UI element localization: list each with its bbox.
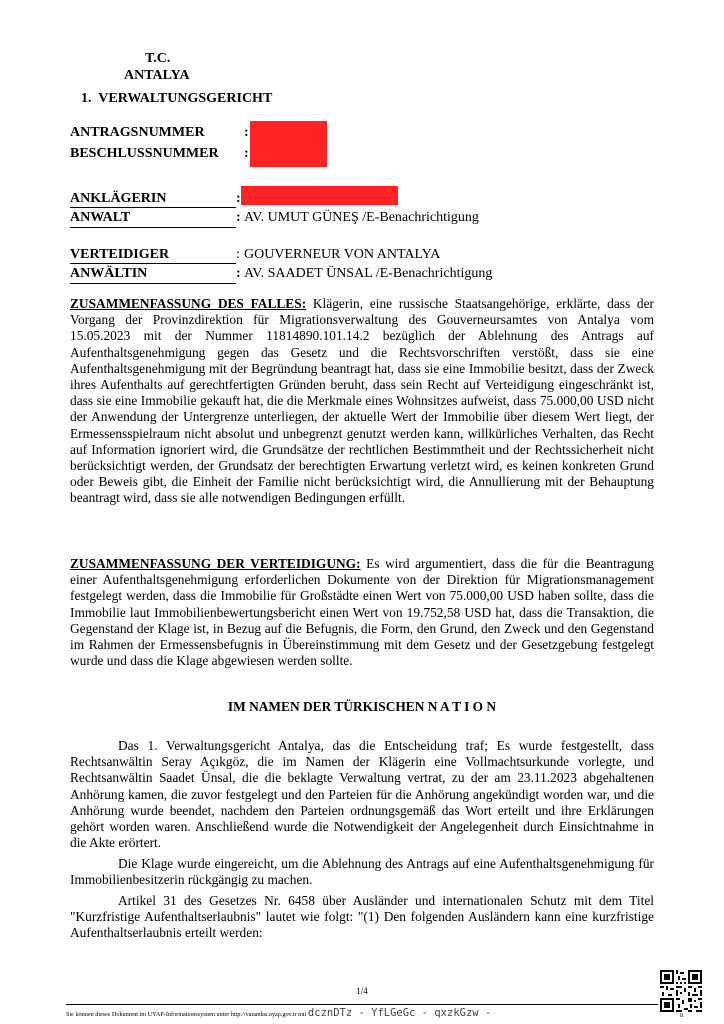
nation-title: IM NAMEN DER TÜRKISCHEN N A T I O N [227,699,497,714]
verteidiger-label: VERTEIDIGER [70,247,170,262]
beschlussnummer-label: BESCHLUSSNUMMER [70,146,219,161]
anwaeltin-rule [70,283,236,284]
anwaeltin-label: ANWÄLTIN [70,266,148,281]
footer-rule [66,1004,658,1005]
summary-case-text: Klägerin, eine russische Staatsangehörige, erklärte, dass der Vorgang der Provinzdirektion für Migrationsverwaltung des Gouverneursamtes von Antalya vom 15.05.2023 mit der Nummer 11814890.101.14.2 bezüglich der Ablehnung des Antrags auf Aufenthaltsgenehmigung gegen das Gesetz und die Rechtsvorschriften verstößt, dass sie eine Aufenthaltsgenehmigung mit der Begründung beantragt hat, dass sie eine Immobilie besitzt, dass der Zweck ihres Aufenthalts auf gerechtfertigten Gründen beruht, dass sein Recht auf Verteidigung eingeschränkt ist, dass sie eine Immobilie gekauft hat, die die Merkmale eines Wohnsitzes aufweist, dass 75.000,00 USD nicht der Anwendung der Untergrenze unterliegen, der aktuelle Wert der Immobilie über diesem Wert liegt, der Ermessensspielraum nicht absolut und unbegrenzt genutzt werden kann, willkürliches Verhalten, das Recht auf Information ignoriert wird, die Grundsätze der rechtlichen Bestimmtheit und der Rechtssicherheit nicht berücksichtigt werden, der Grundsatz der berechtigten Erwartung verletzt wird, es keinen konkreten Grund oder Beweis gibt, die Einheit der Familie nicht berücksichtigt wird, die Annullierung mit der Behauptung beantragt wird, dass sie alle notwendigen Bedingungen erfüllt. [70,296,655,506]
anwaeltin-value: AV. SAADET ÜNSAL /E-Benachrichtigung [244,266,493,281]
anwalt-colon: : [236,210,241,225]
header-city: ANTALYA [124,68,190,83]
body-paragraph-1: Das 1. Verwaltungsgericht Antalya, das die Entscheidung traf; Es wurde festgestellt, dass Rechtsanwältin Seray Açıkgöz, die im Namen der Klägerin eine Vollmachtsurkunde vorlegte, und Rechtsanwältin Saadet Ünsal, die die beklagte Verwaltung vertrat, zu der am 23.11.2023 abgehaltenen Anhörung kamen, die zuvor festgelegt und den Parteien für die Anhörung angekündigt worden war, und die Anhörung wurde beendet, nachdem den Parteien ordnungsgemäß das Wort erteilt und ihre Erklärungen gehört worden waren. Anschließend wurde die Notwendigkeit der Angelegenheit durch Einsichtnahme in die Akte erörtert. [70,738,654,851]
anwalt-value: AV. UMUT GÜNEŞ /E-Benachrichtigung [244,210,479,225]
footer-notice [66,1007,491,1021]
footer-trailing-mark: n [680,1011,684,1019]
body-paragraph-3: Artikel 31 des Gesetzes Nr. 6458 über Ausländer und internationalen Schutz mit dem Titel "Kurzfristige Aufenthaltserlaubnis" lautet wie folgt: "(1) Den folgenden Ausländern kann eine kurzfristige Aufenthaltserlaubnis erteilt werden: [70,893,654,941]
verteidiger-rule [70,263,236,264]
case-number-redaction [250,121,327,167]
klaegerin-rule [70,207,236,208]
klaegerin-colon: : [236,191,241,206]
anwalt-label: ANWALT [70,210,131,225]
page-number: 1/4 [356,986,368,996]
verteidiger-value: GOUVERNEUR VON ANTALYA [244,247,441,262]
antragsnummer-colon: : [244,125,249,140]
verteidiger-colon: : [236,247,240,262]
klaegerin-redaction [241,186,398,205]
footer-notice-text: Sie können dieses Dokument im UYAP-Informationssystem unter http://vatandas.uyap.gov.tr mit [66,1011,307,1018]
summary-defense-heading: ZUSAMMENFASSUNG DER VERTEIDIGUNG: [70,556,361,571]
anwalt-rule [70,227,236,228]
anwaeltin-colon: : [236,266,241,281]
antragsnummer-label: ANTRAGSNUMMER [70,125,205,140]
header-country: T.C. [145,51,171,66]
footer-verification-code: dcznDTz - YfLGeGc - qxzkGzw - [307,1007,492,1019]
summary-case-paragraph [70,296,654,507]
body-paragraph-2: Die Klage wurde eingereicht, um die Ablehnung des Antrags auf eine Aufenthaltsgenehmigung für Immobilienbesitzerin rückgängig zu machen. [70,856,654,888]
summary-defense-text: Es wird argumentiert, dass die für die Beantragung einer Aufenthaltsgenehmigung erforderlichen Dokumente von der Direktion für Migrationsmanagement festgelegt werden, dass die Immobilie für Großstädte einen Wert von 75.000,00 USD haben sollte, dass die Immobilie laut Immobilienbewertungsbericht einen Wert von 19.752,58 USD hat, dass die Transaktion, die Gegenstand der Klage ist, in Bezug auf die Befugnis, die Form, den Grund, den Zweck und den Gegenstand im Rahmen der Ermessensbefugnis in Übereinstimmung mit dem Gesetz und der Gesetzgebung festgelegt wurde und dass die Klage abgewiesen werden sollte. [70,556,654,669]
beschlussnummer-colon: : [244,146,249,161]
summary-case-heading: ZUSAMMENFASSUNG DES FALLES: [70,296,307,311]
summary-defense-paragraph [70,556,654,669]
klaegerin-label: ANKLÄGERIN [70,191,167,206]
header-court: 1. VERWALTUNGSGERICHT [81,91,273,106]
qr-code-icon [660,970,702,1012]
